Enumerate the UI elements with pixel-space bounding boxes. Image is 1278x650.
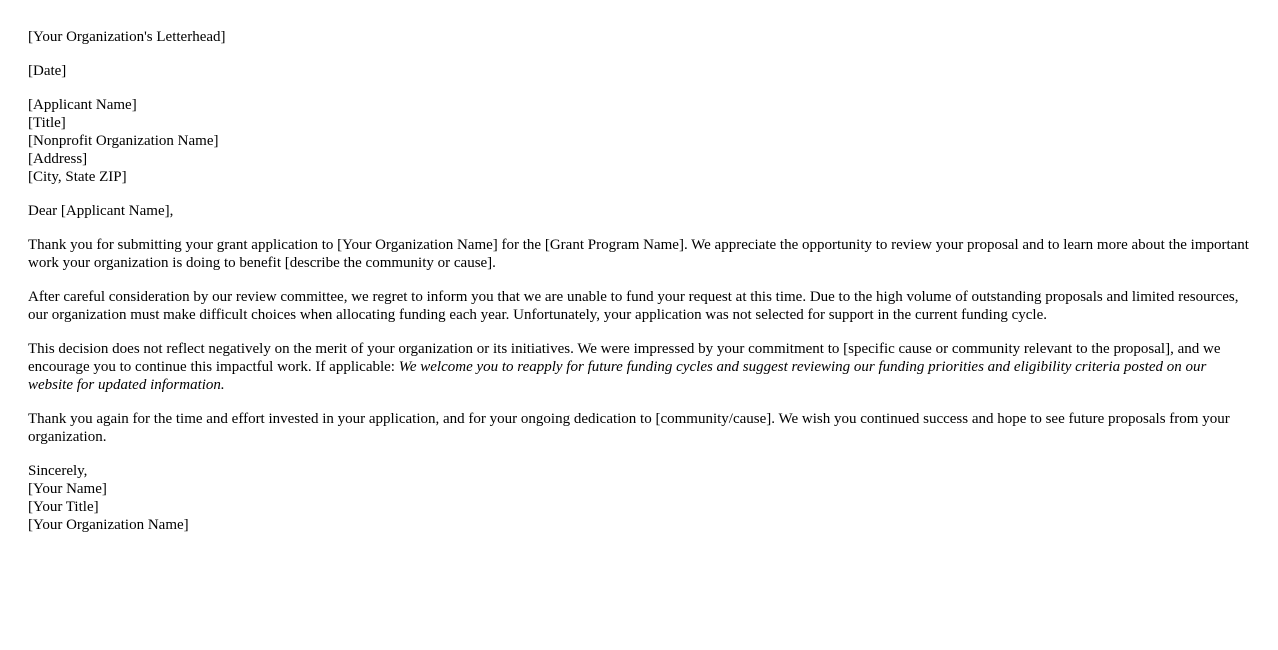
sender-title: [Your Title]	[28, 499, 99, 515]
sender-name: [Your Name]	[28, 481, 107, 497]
closing-block	[28, 462, 1250, 534]
letterhead-text: [Your Organization's Letterhead]	[28, 29, 226, 45]
body-paragraph-2: After careful consideration by our review committee, we regret to inform you that we are unable to fund your request at this time. Due to the high volume of outstanding proposals and limited resources, our organization must make difficult choices when allocating funding each year. Unfortunately, your application was not selected for support in the current funding cycle.	[28, 289, 1239, 323]
recipient-name: [Applicant Name]	[28, 97, 137, 113]
recipient-organization: [Nonprofit Organization Name]	[28, 133, 219, 149]
recipient-title: [Title]	[28, 115, 66, 131]
letter-document	[28, 28, 1250, 550]
date-text: [Date]	[28, 63, 67, 79]
letterhead	[28, 28, 1250, 46]
recipient-address-block	[28, 96, 1250, 186]
valediction: Sincerely,	[28, 463, 88, 479]
body-paragraph-3	[28, 340, 1250, 394]
body-paragraph-1: Thank you for submitting your grant application to [Your Organization Name] for the [Grant Program Name]. We appreciate the opportunity to review your proposal and to learn more about the important work your organization is doing to benefit [describe the community or cause].	[28, 237, 1249, 271]
body-paragraph-4: Thank you again for the time and effort invested in your application, and for your ongoing dedication to [community/cause]. We wish you continued success and hope to see future proposals from your organization.	[28, 411, 1230, 445]
sender-organization: [Your Organization Name]	[28, 517, 189, 533]
recipient-address: [Address]	[28, 151, 88, 167]
body-paragraph-3-text: This decision does not reflect negatively on the merit of your organization or its initiatives. We were impressed by your commitment to [specific cause or community relevant to the proposal], and we encourage you to continue this impactful work. If applicable:	[28, 341, 1221, 375]
body-paragraph-3-italic-text: We welcome you to reapply for future funding cycles and suggest reviewing our funding priorities and eligibility criteria posted on our website for updated information.	[28, 359, 1207, 393]
salutation	[28, 202, 1250, 220]
date-line	[28, 62, 1250, 80]
recipient-city-state-zip: [City, State ZIP]	[28, 169, 127, 185]
salutation-text: Dear [Applicant Name],	[28, 203, 174, 219]
